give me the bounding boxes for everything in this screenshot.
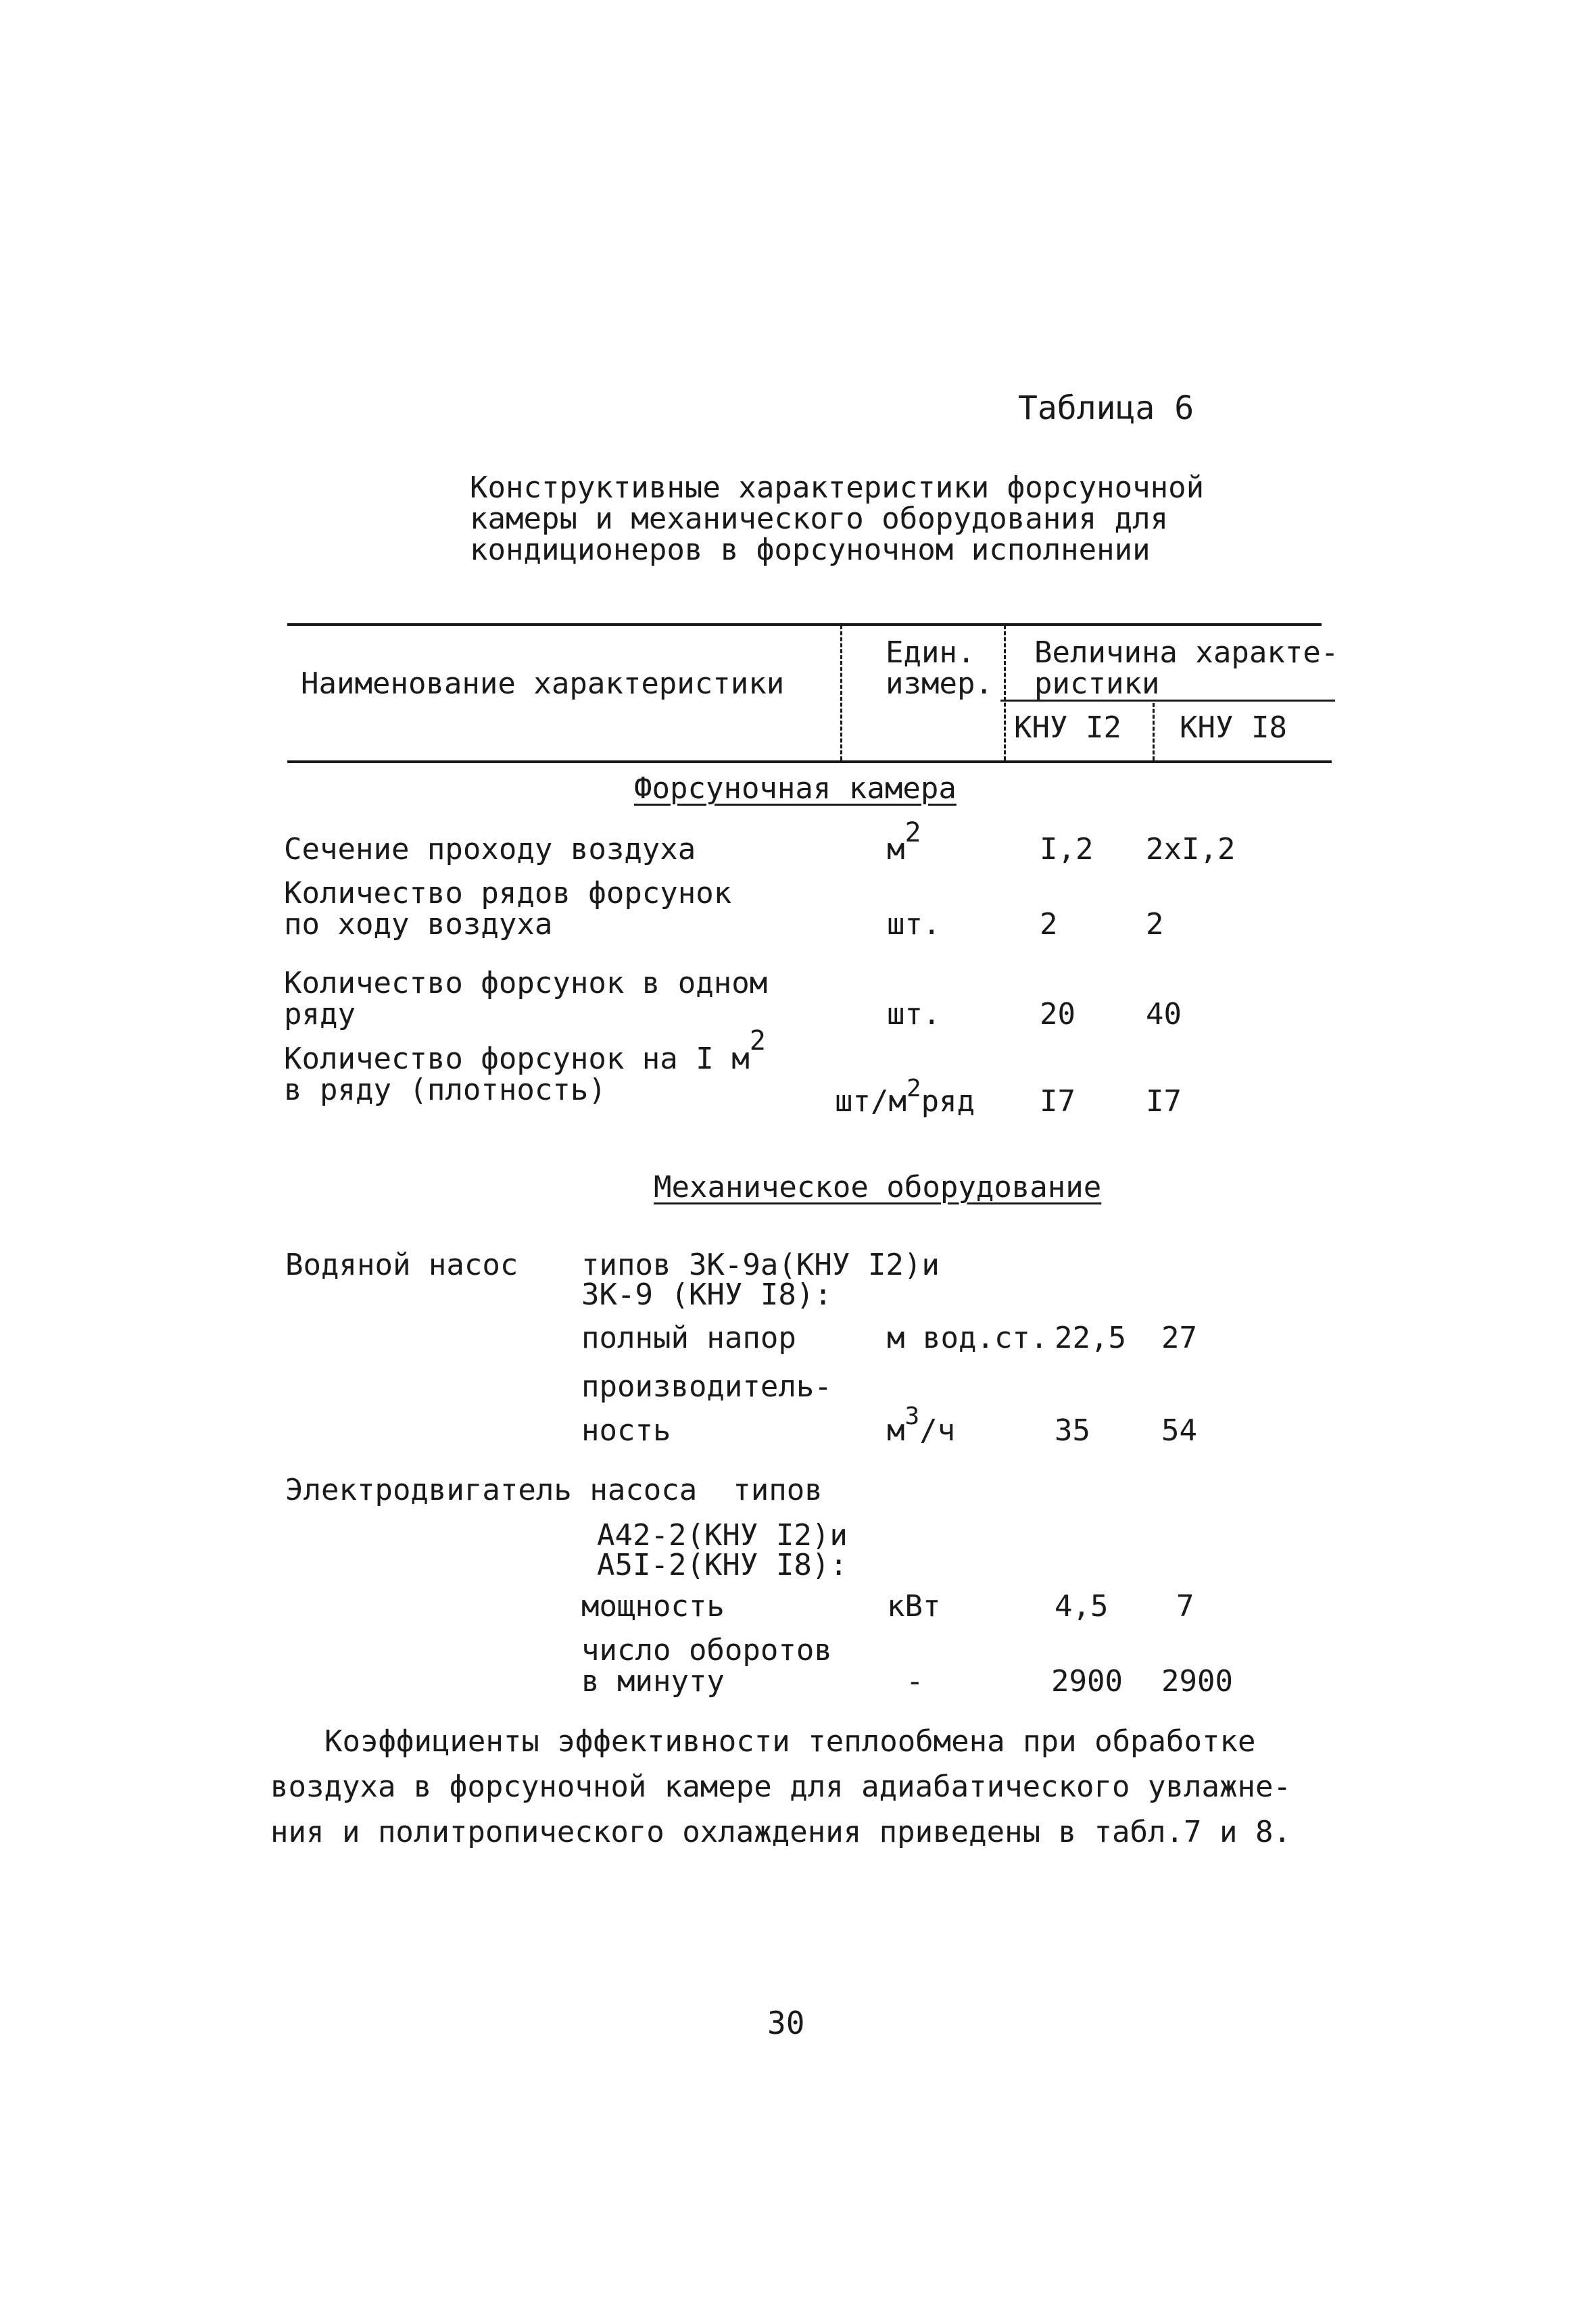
header-name: Наименование характеристики: [301, 666, 785, 701]
header-bottom-rule: [287, 760, 1332, 763]
header-unit-1: Един.: [886, 635, 975, 670]
row-unit: м2: [887, 817, 921, 867]
pump-types-line-2: ЗК-9 (КНУ I8):: [581, 1277, 832, 1312]
row-value-knu12: I7: [1040, 1084, 1075, 1119]
row-value-knu18: 2хI,2: [1146, 832, 1236, 867]
row-name-line-2: в ряду (плотность): [284, 1073, 606, 1107]
row-value-knu18: I7: [1146, 1084, 1182, 1119]
row-name-line-1: Количество рядов форсунок: [284, 876, 732, 910]
pump-head-knu18: 27: [1161, 1321, 1197, 1355]
motor-power-unit: кВт: [887, 1589, 941, 1624]
motor-rpm-name-line-1: число оборотов: [581, 1633, 832, 1667]
pump-label: Водяной насос: [285, 1248, 518, 1282]
section-title-mechanical-equipment: Механическое оборудование: [654, 1170, 1102, 1204]
header-divider-3: [1153, 703, 1155, 760]
row-name-line-2: по ходу воздуха: [284, 907, 553, 942]
motor-types-line-2: А5I-2(КНУ I8):: [597, 1548, 848, 1582]
pump-head-unit: м вод.ст.: [887, 1321, 1048, 1355]
caption-line-1: Конструктивные характеристики форсуночной: [470, 470, 1205, 505]
pump-head-knu12: 22,5: [1055, 1321, 1126, 1355]
header-value-2: ристики: [1034, 666, 1160, 701]
motor-rpm-knu12: 2900: [1051, 1664, 1123, 1699]
caption-line-2: камеры и механического оборудования для: [470, 502, 1169, 536]
pump-flow-name-line-1: производитель-: [581, 1369, 832, 1404]
header-value-1: Величина характе-: [1034, 635, 1339, 670]
motor-types-line-1: А42-2(КНУ I2)и: [597, 1518, 848, 1553]
motor-power-knu18: 7: [1176, 1589, 1194, 1624]
pump-flow-name-line-2: ность: [581, 1413, 671, 1448]
header-divider-2: [1004, 625, 1006, 760]
row-name-line-1: Количество форсунок на I м2: [284, 1025, 766, 1076]
row-value-knu18: 40: [1146, 997, 1182, 1031]
header-col-knu18: КНУ I8: [1180, 710, 1287, 745]
pump-flow-unit: $м^3/ч$: [887, 1403, 956, 1448]
table-label: Таблица 6: [1018, 389, 1194, 427]
paragraph-line-2: воздуха в форсуночной камере для адиабатического увлажне-: [270, 1770, 1291, 1804]
row-unit: $шт/м^2ряд$: [835, 1075, 975, 1119]
row-name-line-2: ряду: [284, 997, 356, 1031]
section-title-spray-chamber: Форсуночная камера: [634, 771, 957, 806]
motor-rpm-name-line-2: в минуту: [581, 1664, 725, 1699]
paragraph-line-1: Коэффициенты эффективности теплообмена при обработке: [324, 1724, 1256, 1759]
row-name: Сечение проходу воздуха: [284, 832, 696, 867]
header-divider-1: [840, 625, 842, 760]
page-number: 30: [767, 2005, 805, 2041]
motor-label: Электродвигатель насоса типов: [285, 1473, 823, 1507]
motor-rpm-knu18: 2900: [1161, 1664, 1233, 1699]
caption-line-3: кондиционеров в форсуночном исполнении: [470, 533, 1151, 567]
motor-power-name: мощность: [581, 1589, 725, 1624]
row-unit: шт.: [887, 997, 941, 1031]
row-value-knu12: I,2: [1040, 832, 1094, 867]
table-top-rule: [287, 623, 1322, 626]
row-name-line-1: Количество форсунок в одном: [284, 966, 768, 1000]
row-unit: шт.: [887, 907, 941, 942]
motor-power-knu12: 4,5: [1055, 1589, 1109, 1624]
header-unit-2: измер.: [886, 666, 993, 701]
row-value-knu12: 2: [1040, 907, 1058, 942]
paragraph-line-3: ния и политропического охлаждения приведены в табл.7 и 8.: [270, 1815, 1291, 1849]
row-value-knu12: 20: [1040, 997, 1075, 1031]
pump-flow-knu12: 35: [1055, 1413, 1090, 1448]
pump-types-line-1: типов ЗК-9а(КНУ I2)и: [581, 1248, 940, 1282]
row-value-knu18: 2: [1146, 907, 1164, 942]
pump-head-name: полный напор: [581, 1321, 796, 1355]
header-col-knu12: КНУ I2: [1014, 710, 1121, 745]
pump-flow-knu18: 54: [1161, 1413, 1197, 1448]
motor-rpm-unit: -: [906, 1664, 924, 1699]
